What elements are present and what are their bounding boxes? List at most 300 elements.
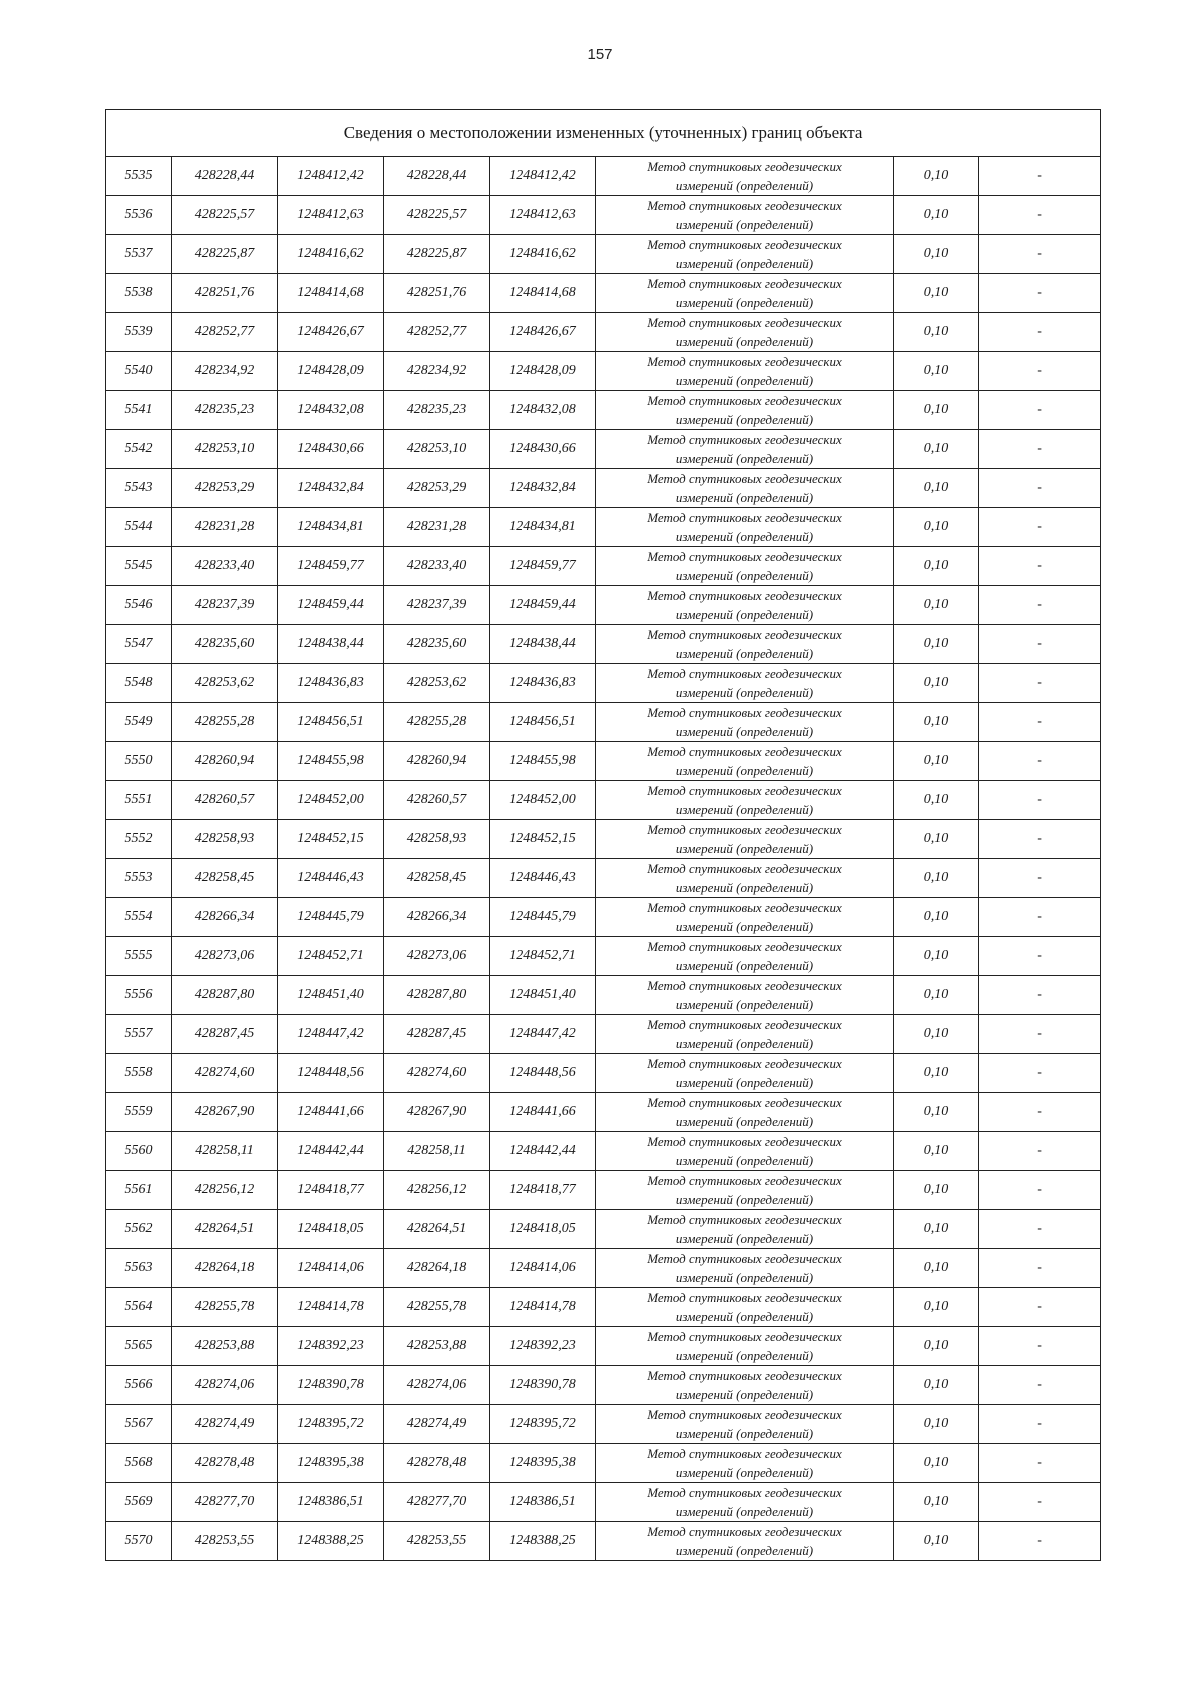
accuracy-cell: 0,10: [894, 586, 979, 625]
method-line-2: измерений (определений): [675, 1114, 814, 1129]
method-line-1: Метод спутниковых геодезических: [647, 1368, 842, 1383]
point-number-cell: 5543: [106, 469, 172, 508]
refined-y-cell: 1248436,83: [490, 664, 596, 703]
point-number-cell: 5548: [106, 664, 172, 703]
accuracy-cell: 0,10: [894, 1093, 979, 1132]
existing-y-cell: 1248434,81: [278, 508, 384, 547]
refined-y-cell: 1248388,25: [490, 1522, 596, 1561]
point-number-cell: 5553: [106, 859, 172, 898]
method-line-2: измерений (определений): [675, 763, 814, 778]
method-cell: [596, 1210, 894, 1249]
method-cell: [596, 1093, 894, 1132]
refined-y-cell: 1248412,63: [490, 196, 596, 235]
point-number-cell: 5544: [106, 508, 172, 547]
method-line-2: измерений (определений): [675, 1387, 814, 1402]
existing-x-cell: 428258,11: [172, 1132, 278, 1171]
method-line-2: измерений (определений): [675, 919, 814, 934]
point-number-cell: 5550: [106, 742, 172, 781]
refined-y-cell: 1248418,77: [490, 1171, 596, 1210]
existing-y-cell: 1248430,66: [278, 430, 384, 469]
method-line-2: измерений (определений): [675, 1036, 814, 1051]
refined-x-cell: 428274,49: [384, 1405, 490, 1444]
point-number-cell: 5559: [106, 1093, 172, 1132]
existing-y-cell: 1248441,66: [278, 1093, 384, 1132]
refined-y-cell: 1248426,67: [490, 313, 596, 352]
existing-y-cell: 1248426,67: [278, 313, 384, 352]
existing-y-cell: 1248386,51: [278, 1483, 384, 1522]
accuracy-cell: 0,10: [894, 352, 979, 391]
refined-y-cell: 1248434,81: [490, 508, 596, 547]
description-cell: -: [979, 1483, 1101, 1522]
existing-y-cell: 1248455,98: [278, 742, 384, 781]
method-line-1: Метод спутниковых геодезических: [647, 549, 842, 564]
method-line-2: измерений (определений): [675, 334, 814, 349]
method-line-1: Метод спутниковых геодезических: [647, 1212, 842, 1227]
description-cell: -: [979, 976, 1101, 1015]
refined-y-cell: 1248452,71: [490, 937, 596, 976]
point-number-cell: 5541: [106, 391, 172, 430]
refined-x-cell: 428273,06: [384, 937, 490, 976]
description-cell: -: [979, 313, 1101, 352]
point-number-cell: 5535: [106, 157, 172, 196]
refined-x-cell: 428264,18: [384, 1249, 490, 1288]
method-cell: [596, 1444, 894, 1483]
description-cell: -: [979, 898, 1101, 937]
method-line-2: измерений (определений): [675, 841, 814, 856]
table-row: [106, 547, 1101, 586]
refined-y-cell: 1248438,44: [490, 625, 596, 664]
refined-y-cell: 1248448,56: [490, 1054, 596, 1093]
refined-x-cell: 428252,77: [384, 313, 490, 352]
table-row: [106, 1171, 1101, 1210]
method-line-2: измерений (определений): [675, 412, 814, 427]
existing-y-cell: 1248412,42: [278, 157, 384, 196]
method-cell: [596, 1288, 894, 1327]
table-row: [106, 1366, 1101, 1405]
method-line-1: Метод спутниковых геодезических: [647, 1134, 842, 1149]
refined-y-cell: 1248386,51: [490, 1483, 596, 1522]
method-line-1: Метод спутниковых геодезических: [647, 705, 842, 720]
point-number-cell: 5536: [106, 196, 172, 235]
existing-x-cell: 428231,28: [172, 508, 278, 547]
refined-y-cell: 1248414,68: [490, 274, 596, 313]
accuracy-cell: 0,10: [894, 742, 979, 781]
existing-y-cell: 1248414,78: [278, 1288, 384, 1327]
method-line-2: измерений (определений): [675, 178, 814, 193]
existing-y-cell: 1248395,38: [278, 1444, 384, 1483]
accuracy-cell: 0,10: [894, 196, 979, 235]
existing-y-cell: 1248388,25: [278, 1522, 384, 1561]
table-row: [106, 1288, 1101, 1327]
accuracy-cell: 0,10: [894, 1288, 979, 1327]
accuracy-cell: 0,10: [894, 1522, 979, 1561]
accuracy-cell: 0,10: [894, 1210, 979, 1249]
accuracy-cell: 0,10: [894, 1444, 979, 1483]
method-line-2: измерений (определений): [675, 1153, 814, 1168]
point-number-cell: 5565: [106, 1327, 172, 1366]
refined-y-cell: 1248416,62: [490, 235, 596, 274]
refined-x-cell: 428235,23: [384, 391, 490, 430]
method-cell: [596, 976, 894, 1015]
existing-x-cell: 428235,23: [172, 391, 278, 430]
existing-y-cell: 1248414,06: [278, 1249, 384, 1288]
method-cell: [596, 1327, 894, 1366]
point-number-cell: 5546: [106, 586, 172, 625]
refined-x-cell: 428253,55: [384, 1522, 490, 1561]
table-row: [106, 664, 1101, 703]
refined-x-cell: 428287,80: [384, 976, 490, 1015]
method-cell: [596, 313, 894, 352]
existing-y-cell: 1248418,77: [278, 1171, 384, 1210]
method-cell: [596, 937, 894, 976]
accuracy-cell: 0,10: [894, 898, 979, 937]
refined-x-cell: 428255,28: [384, 703, 490, 742]
refined-y-cell: 1248430,66: [490, 430, 596, 469]
existing-y-cell: 1248432,84: [278, 469, 384, 508]
accuracy-cell: 0,10: [894, 1054, 979, 1093]
method-line-2: измерений (определений): [675, 724, 814, 739]
table-row: [106, 235, 1101, 274]
method-line-1: Метод спутниковых геодезических: [647, 510, 842, 525]
existing-x-cell: 428274,60: [172, 1054, 278, 1093]
existing-x-cell: 428258,93: [172, 820, 278, 859]
existing-y-cell: 1248452,71: [278, 937, 384, 976]
method-line-1: Метод спутниковых геодезических: [647, 1407, 842, 1422]
existing-y-cell: 1248432,08: [278, 391, 384, 430]
existing-x-cell: 428252,77: [172, 313, 278, 352]
existing-y-cell: 1248452,00: [278, 781, 384, 820]
table-row: [106, 430, 1101, 469]
refined-x-cell: 428253,62: [384, 664, 490, 703]
existing-x-cell: 428255,28: [172, 703, 278, 742]
point-number-cell: 5563: [106, 1249, 172, 1288]
existing-x-cell: 428274,49: [172, 1405, 278, 1444]
method-cell: [596, 898, 894, 937]
point-number-cell: 5561: [106, 1171, 172, 1210]
refined-x-cell: 428253,10: [384, 430, 490, 469]
refined-x-cell: 428266,34: [384, 898, 490, 937]
refined-x-cell: 428253,88: [384, 1327, 490, 1366]
existing-y-cell: 1248390,78: [278, 1366, 384, 1405]
method-line-2: измерений (определений): [675, 1231, 814, 1246]
table-row: [106, 1015, 1101, 1054]
refined-y-cell: 1248428,09: [490, 352, 596, 391]
method-line-2: измерений (определений): [675, 295, 814, 310]
accuracy-cell: 0,10: [894, 664, 979, 703]
existing-x-cell: 428256,12: [172, 1171, 278, 1210]
refined-x-cell: 428260,57: [384, 781, 490, 820]
accuracy-cell: 0,10: [894, 235, 979, 274]
refined-y-cell: 1248390,78: [490, 1366, 596, 1405]
method-cell: [596, 820, 894, 859]
existing-x-cell: 428264,51: [172, 1210, 278, 1249]
description-cell: -: [979, 430, 1101, 469]
refined-y-cell: 1248456,51: [490, 703, 596, 742]
method-line-1: Метод спутниковых геодезических: [647, 666, 842, 681]
accuracy-cell: 0,10: [894, 469, 979, 508]
method-line-2: измерений (определений): [675, 802, 814, 817]
table-row: [106, 1444, 1101, 1483]
description-cell: -: [979, 274, 1101, 313]
method-line-1: Метод спутниковых геодезических: [647, 744, 842, 759]
accuracy-cell: 0,10: [894, 1483, 979, 1522]
method-line-1: Метод спутниковых геодезических: [647, 627, 842, 642]
method-line-1: Метод спутниковых геодезических: [647, 861, 842, 876]
description-cell: -: [979, 235, 1101, 274]
existing-x-cell: 428267,90: [172, 1093, 278, 1132]
method-cell: [596, 196, 894, 235]
method-line-1: Метод спутниковых геодезических: [647, 1329, 842, 1344]
description-cell: -: [979, 469, 1101, 508]
method-cell: [596, 1132, 894, 1171]
refined-y-cell: 1248452,15: [490, 820, 596, 859]
point-number-cell: 5560: [106, 1132, 172, 1171]
table-row: [106, 586, 1101, 625]
refined-x-cell: 428235,60: [384, 625, 490, 664]
accuracy-cell: 0,10: [894, 937, 979, 976]
description-cell: -: [979, 196, 1101, 235]
description-cell: -: [979, 781, 1101, 820]
existing-x-cell: 428260,57: [172, 781, 278, 820]
method-cell: [596, 781, 894, 820]
table-row: [106, 157, 1101, 196]
refined-y-cell: 1248459,77: [490, 547, 596, 586]
refined-x-cell: 428234,92: [384, 352, 490, 391]
table-row: [106, 820, 1101, 859]
refined-x-cell: 428237,39: [384, 586, 490, 625]
accuracy-cell: 0,10: [894, 1405, 979, 1444]
existing-x-cell: 428266,34: [172, 898, 278, 937]
refined-x-cell: 428255,78: [384, 1288, 490, 1327]
description-cell: -: [979, 664, 1101, 703]
accuracy-cell: 0,10: [894, 820, 979, 859]
existing-y-cell: 1248442,44: [278, 1132, 384, 1171]
point-number-cell: 5552: [106, 820, 172, 859]
table-row: [106, 1327, 1101, 1366]
point-number-cell: 5554: [106, 898, 172, 937]
refined-y-cell: 1248442,44: [490, 1132, 596, 1171]
accuracy-cell: 0,10: [894, 1132, 979, 1171]
existing-x-cell: 428253,10: [172, 430, 278, 469]
point-number-cell: 5538: [106, 274, 172, 313]
refined-y-cell: 1248459,44: [490, 586, 596, 625]
accuracy-cell: 0,10: [894, 274, 979, 313]
accuracy-cell: 0,10: [894, 1249, 979, 1288]
existing-x-cell: 428260,94: [172, 742, 278, 781]
method-cell: [596, 1249, 894, 1288]
description-cell: -: [979, 352, 1101, 391]
method-line-2: измерений (определений): [675, 568, 814, 583]
description-cell: -: [979, 1054, 1101, 1093]
refined-x-cell: 428264,51: [384, 1210, 490, 1249]
existing-x-cell: 428274,06: [172, 1366, 278, 1405]
coordinates-table: [105, 109, 1101, 1561]
existing-y-cell: 1248428,09: [278, 352, 384, 391]
method-cell: [596, 1405, 894, 1444]
refined-x-cell: 428277,70: [384, 1483, 490, 1522]
method-cell: [596, 391, 894, 430]
accuracy-cell: 0,10: [894, 157, 979, 196]
existing-x-cell: 428253,29: [172, 469, 278, 508]
method-line-2: измерений (определений): [675, 997, 814, 1012]
table-row: [106, 703, 1101, 742]
method-cell: [596, 352, 894, 391]
description-cell: -: [979, 703, 1101, 742]
accuracy-cell: 0,10: [894, 703, 979, 742]
point-number-cell: 5540: [106, 352, 172, 391]
method-line-1: Метод спутниковых геодезических: [647, 1290, 842, 1305]
existing-y-cell: 1248445,79: [278, 898, 384, 937]
point-number-cell: 5556: [106, 976, 172, 1015]
point-number-cell: 5564: [106, 1288, 172, 1327]
refined-y-cell: 1248414,06: [490, 1249, 596, 1288]
existing-x-cell: 428225,87: [172, 235, 278, 274]
table-title: Сведения о местоположении измененных (уточненных) границ объекта: [106, 110, 1101, 157]
method-cell: [596, 859, 894, 898]
accuracy-cell: 0,10: [894, 1366, 979, 1405]
refined-y-cell: 1248395,72: [490, 1405, 596, 1444]
method-cell: [596, 1522, 894, 1561]
accuracy-cell: 0,10: [894, 430, 979, 469]
table-row: [106, 1249, 1101, 1288]
point-number-cell: 5558: [106, 1054, 172, 1093]
existing-x-cell: 428233,40: [172, 547, 278, 586]
table-row: [106, 976, 1101, 1015]
description-cell: -: [979, 547, 1101, 586]
table-row: [106, 859, 1101, 898]
method-line-1: Метод спутниковых геодезических: [647, 1056, 842, 1071]
point-number-cell: 5566: [106, 1366, 172, 1405]
existing-x-cell: 428234,92: [172, 352, 278, 391]
description-cell: -: [979, 1366, 1101, 1405]
refined-x-cell: 428267,90: [384, 1093, 490, 1132]
table-row: [106, 1210, 1101, 1249]
refined-x-cell: 428253,29: [384, 469, 490, 508]
table-row: [106, 898, 1101, 937]
method-line-1: Метод спутниковых геодезических: [647, 393, 842, 408]
existing-y-cell: 1248459,44: [278, 586, 384, 625]
existing-x-cell: 428251,76: [172, 274, 278, 313]
refined-y-cell: 1248446,43: [490, 859, 596, 898]
point-number-cell: 5569: [106, 1483, 172, 1522]
table-row: [106, 1483, 1101, 1522]
method-line-1: Метод спутниковых геодезических: [647, 783, 842, 798]
description-cell: -: [979, 391, 1101, 430]
method-line-1: Метод спутниковых геодезических: [647, 276, 842, 291]
point-number-cell: 5549: [106, 703, 172, 742]
table-row: [106, 1405, 1101, 1444]
description-cell: -: [979, 625, 1101, 664]
method-line-2: измерений (определений): [675, 607, 814, 622]
method-line-1: Метод спутниковых геодезических: [647, 315, 842, 330]
method-cell: [596, 625, 894, 664]
refined-y-cell: 1248395,38: [490, 1444, 596, 1483]
method-cell: [596, 1171, 894, 1210]
refined-x-cell: 428258,45: [384, 859, 490, 898]
method-line-2: измерений (определений): [675, 373, 814, 388]
method-line-1: Метод спутниковых геодезических: [647, 588, 842, 603]
method-cell: [596, 274, 894, 313]
refined-x-cell: 428287,45: [384, 1015, 490, 1054]
method-line-2: измерений (определений): [675, 217, 814, 232]
existing-x-cell: 428278,48: [172, 1444, 278, 1483]
method-cell: [596, 430, 894, 469]
method-line-2: измерений (определений): [675, 1543, 814, 1558]
method-line-1: Метод спутниковых геодезических: [647, 159, 842, 174]
existing-y-cell: 1248447,42: [278, 1015, 384, 1054]
table-row: [106, 196, 1101, 235]
table-row: [106, 508, 1101, 547]
existing-y-cell: 1248446,43: [278, 859, 384, 898]
method-line-1: Метод спутниковых геодезических: [647, 237, 842, 252]
description-cell: -: [979, 742, 1101, 781]
description-cell: -: [979, 1405, 1101, 1444]
existing-x-cell: 428287,45: [172, 1015, 278, 1054]
method-cell: [596, 157, 894, 196]
method-line-2: измерений (определений): [675, 1309, 814, 1324]
existing-y-cell: 1248418,05: [278, 1210, 384, 1249]
description-cell: -: [979, 508, 1101, 547]
existing-y-cell: 1248436,83: [278, 664, 384, 703]
accuracy-cell: 0,10: [894, 1327, 979, 1366]
refined-x-cell: 428228,44: [384, 157, 490, 196]
method-cell: [596, 742, 894, 781]
description-cell: -: [979, 1171, 1101, 1210]
description-cell: -: [979, 859, 1101, 898]
method-cell: [596, 1054, 894, 1093]
table-row: [106, 274, 1101, 313]
accuracy-cell: 0,10: [894, 391, 979, 430]
table-row: [106, 391, 1101, 430]
description-cell: -: [979, 1249, 1101, 1288]
point-number-cell: 5555: [106, 937, 172, 976]
method-cell: [596, 508, 894, 547]
description-cell: -: [979, 157, 1101, 196]
method-line-2: измерений (определений): [675, 1075, 814, 1090]
page-number: 157: [587, 46, 613, 63]
method-line-2: измерений (определений): [675, 451, 814, 466]
refined-x-cell: 428251,76: [384, 274, 490, 313]
method-line-2: измерений (определений): [675, 880, 814, 895]
refined-y-cell: 1248414,78: [490, 1288, 596, 1327]
description-cell: -: [979, 1210, 1101, 1249]
method-line-2: измерений (определений): [675, 646, 814, 661]
table-row: [106, 781, 1101, 820]
description-cell: -: [979, 1444, 1101, 1483]
existing-y-cell: 1248459,77: [278, 547, 384, 586]
existing-y-cell: 1248416,62: [278, 235, 384, 274]
refined-y-cell: 1248451,40: [490, 976, 596, 1015]
refined-y-cell: 1248447,42: [490, 1015, 596, 1054]
refined-y-cell: 1248441,66: [490, 1093, 596, 1132]
table-row: [106, 742, 1101, 781]
existing-x-cell: 428277,70: [172, 1483, 278, 1522]
method-line-2: измерений (определений): [675, 1504, 814, 1519]
existing-y-cell: 1248412,63: [278, 196, 384, 235]
refined-y-cell: 1248392,23: [490, 1327, 596, 1366]
point-number-cell: 5557: [106, 1015, 172, 1054]
accuracy-cell: 0,10: [894, 625, 979, 664]
refined-x-cell: 428258,11: [384, 1132, 490, 1171]
refined-x-cell: 428274,06: [384, 1366, 490, 1405]
refined-y-cell: 1248455,98: [490, 742, 596, 781]
table-body: [106, 110, 1101, 1561]
point-number-cell: 5551: [106, 781, 172, 820]
existing-x-cell: 428287,80: [172, 976, 278, 1015]
table-row: [106, 1093, 1101, 1132]
method-line-2: измерений (определений): [675, 1270, 814, 1285]
refined-x-cell: 428225,87: [384, 235, 490, 274]
